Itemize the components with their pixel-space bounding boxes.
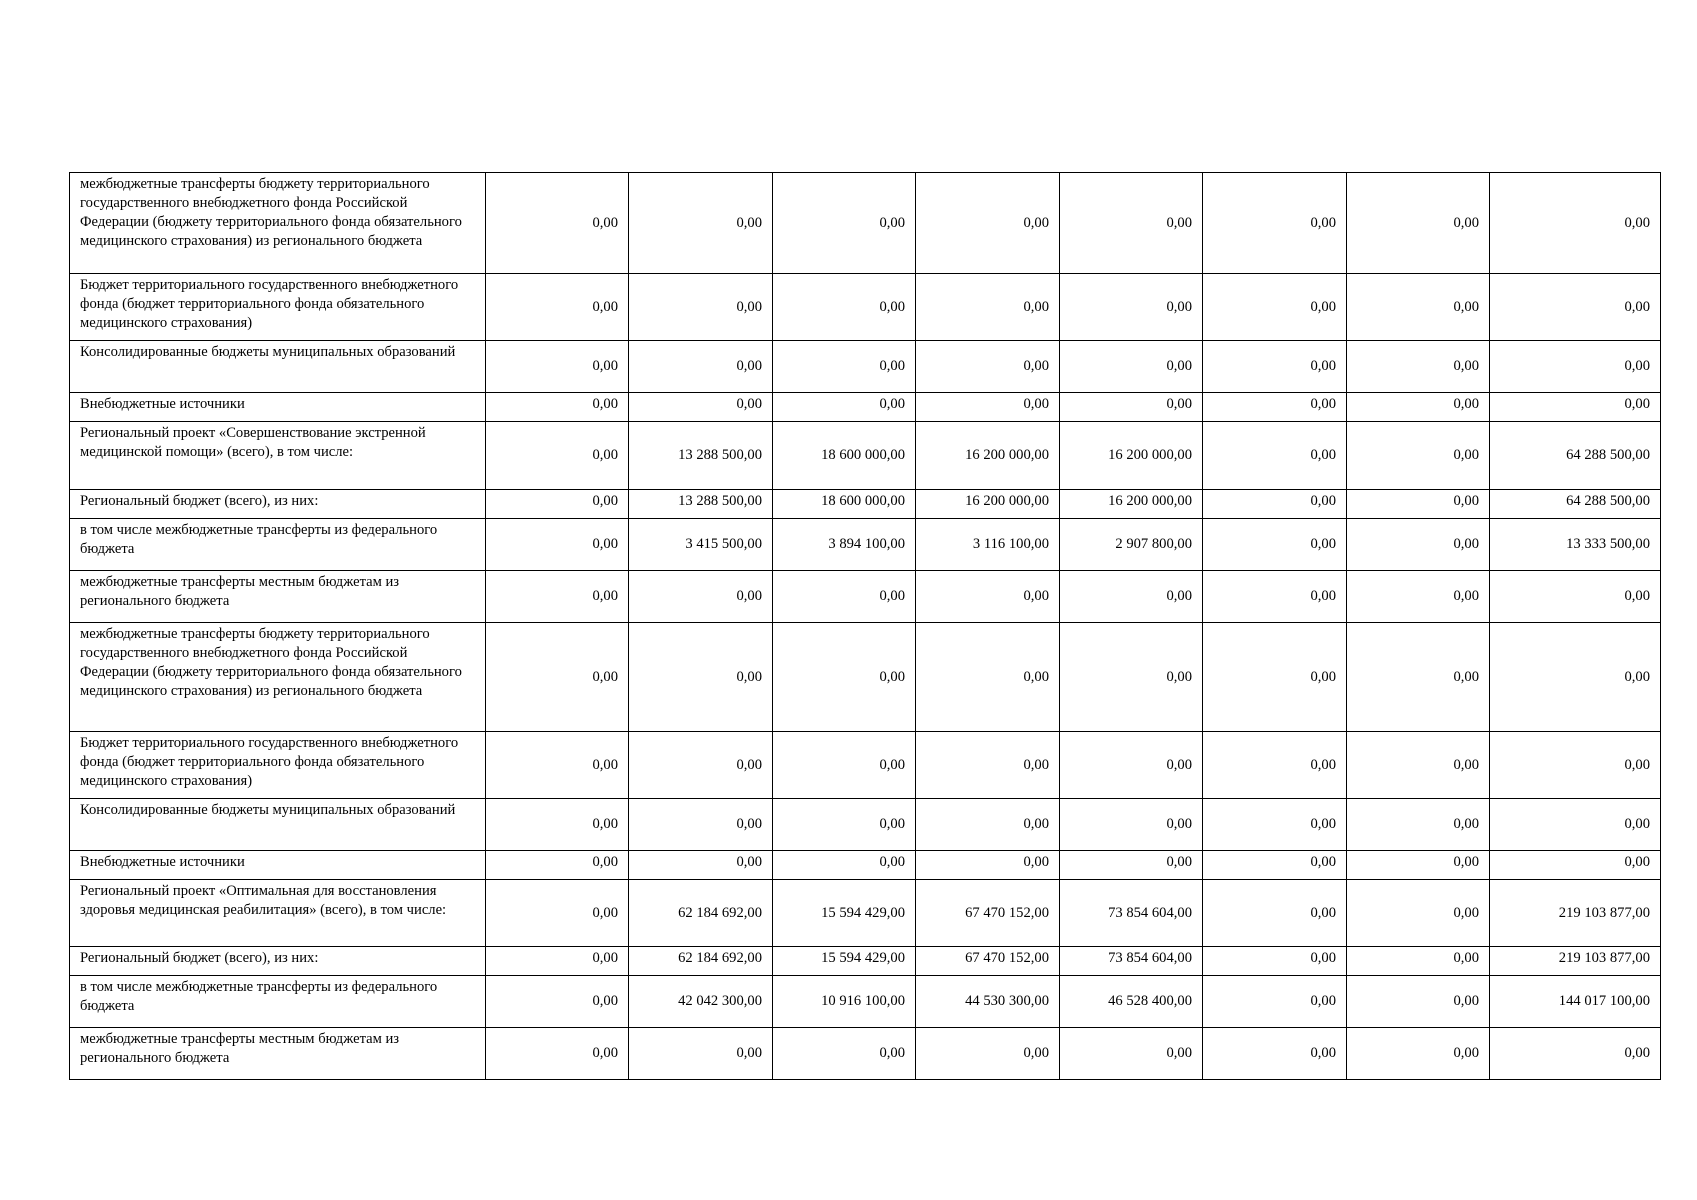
value-cell: 0,00 (486, 1028, 629, 1080)
value-cell: 0,00 (1347, 947, 1490, 976)
value-cell: 0,00 (1490, 341, 1661, 393)
row-label: Региональный проект «Совершенствование экстренной медицинской помощи» (всего), в том числе: (70, 422, 486, 490)
value-cell: 16 200 000,00 (1060, 422, 1203, 490)
row-label: Консолидированные бюджеты муниципальных образований (70, 341, 486, 393)
value-cell: 0,00 (1347, 732, 1490, 799)
value-cell: 15 594 429,00 (773, 880, 916, 947)
table-row (70, 623, 1661, 732)
row-label: Консолидированные бюджеты муниципальных образований (70, 799, 486, 851)
value-cell: 0,00 (773, 851, 916, 880)
value-cell: 2 907 800,00 (1060, 519, 1203, 571)
value-cell: 0,00 (486, 851, 629, 880)
value-cell: 219 103 877,00 (1490, 947, 1661, 976)
value-cell: 0,00 (773, 393, 916, 422)
value-cell: 0,00 (1203, 799, 1347, 851)
value-cell: 0,00 (1203, 880, 1347, 947)
value-cell: 0,00 (1060, 274, 1203, 341)
value-cell: 0,00 (1203, 274, 1347, 341)
value-cell: 0,00 (916, 341, 1060, 393)
value-cell: 0,00 (1347, 274, 1490, 341)
value-cell: 0,00 (1060, 732, 1203, 799)
value-cell: 0,00 (916, 393, 1060, 422)
value-cell: 0,00 (486, 799, 629, 851)
value-cell: 10 916 100,00 (773, 976, 916, 1028)
row-label: Бюджет территориального государственного внебюджетного фонда (бюджет территориального фонда обязательного медицинского страхования) (70, 732, 486, 799)
value-cell: 0,00 (1203, 519, 1347, 571)
value-cell: 16 200 000,00 (1060, 490, 1203, 519)
value-cell: 64 288 500,00 (1490, 490, 1661, 519)
row-label: Региональный бюджет (всего), из них: (70, 947, 486, 976)
value-cell: 0,00 (1347, 490, 1490, 519)
row-label: межбюджетные трансферты местным бюджетам из регионального бюджета (70, 571, 486, 623)
value-cell: 0,00 (1347, 571, 1490, 623)
table-row (70, 732, 1661, 799)
table-row (70, 519, 1661, 571)
value-cell: 0,00 (629, 623, 773, 732)
value-cell: 0,00 (1060, 799, 1203, 851)
value-cell: 0,00 (629, 341, 773, 393)
value-cell: 0,00 (486, 880, 629, 947)
row-label: межбюджетные трансферты бюджету территориального государственного внебюджетного фонда Российской Федерации (бюджету территориального фонда обязательного медицинского страхования) из регионального бюджета (70, 623, 486, 732)
value-cell: 0,00 (629, 732, 773, 799)
table-row (70, 880, 1661, 947)
value-cell: 73 854 604,00 (1060, 880, 1203, 947)
value-cell: 62 184 692,00 (629, 880, 773, 947)
table-row (70, 851, 1661, 880)
value-cell: 13 288 500,00 (629, 422, 773, 490)
value-cell: 144 017 100,00 (1490, 976, 1661, 1028)
value-cell: 13 333 500,00 (1490, 519, 1661, 571)
value-cell: 0,00 (1203, 490, 1347, 519)
value-cell: 0,00 (916, 571, 1060, 623)
value-cell: 0,00 (1203, 947, 1347, 976)
value-cell: 219 103 877,00 (1490, 880, 1661, 947)
value-cell: 0,00 (629, 851, 773, 880)
value-cell: 44 530 300,00 (916, 976, 1060, 1028)
value-cell: 0,00 (916, 173, 1060, 274)
value-cell: 18 600 000,00 (773, 422, 916, 490)
value-cell: 0,00 (1490, 851, 1661, 880)
value-cell: 0,00 (1060, 341, 1203, 393)
value-cell: 0,00 (1490, 799, 1661, 851)
table-row (70, 490, 1661, 519)
value-cell: 0,00 (1203, 341, 1347, 393)
value-cell: 0,00 (486, 519, 629, 571)
table-row (70, 976, 1661, 1028)
table-row (70, 341, 1661, 393)
value-cell: 0,00 (916, 799, 1060, 851)
table-row (70, 274, 1661, 341)
table-body (70, 173, 1661, 1080)
table-row (70, 173, 1661, 274)
value-cell: 0,00 (486, 947, 629, 976)
value-cell: 18 600 000,00 (773, 490, 916, 519)
value-cell: 16 200 000,00 (916, 422, 1060, 490)
table-row (70, 422, 1661, 490)
value-cell: 16 200 000,00 (916, 490, 1060, 519)
value-cell: 0,00 (916, 274, 1060, 341)
row-label: Региональный проект «Оптимальная для восстановления здоровья медицинская реабилитация» (всего), в том числе: (70, 880, 486, 947)
value-cell: 0,00 (486, 393, 629, 422)
value-cell: 0,00 (1347, 1028, 1490, 1080)
value-cell: 0,00 (486, 422, 629, 490)
value-cell: 0,00 (1347, 851, 1490, 880)
value-cell: 0,00 (1060, 571, 1203, 623)
value-cell: 0,00 (1347, 976, 1490, 1028)
value-cell: 0,00 (629, 571, 773, 623)
value-cell: 0,00 (1490, 571, 1661, 623)
value-cell: 0,00 (773, 173, 916, 274)
value-cell: 0,00 (1347, 173, 1490, 274)
value-cell: 0,00 (486, 571, 629, 623)
value-cell: 0,00 (629, 173, 773, 274)
value-cell: 0,00 (916, 623, 1060, 732)
value-cell: 3 116 100,00 (916, 519, 1060, 571)
value-cell: 15 594 429,00 (773, 947, 916, 976)
value-cell: 0,00 (1060, 851, 1203, 880)
value-cell: 0,00 (1490, 1028, 1661, 1080)
value-cell: 0,00 (1060, 393, 1203, 422)
table-row (70, 571, 1661, 623)
table-row (70, 1028, 1661, 1080)
value-cell: 67 470 152,00 (916, 947, 1060, 976)
value-cell: 0,00 (1203, 571, 1347, 623)
value-cell: 46 528 400,00 (1060, 976, 1203, 1028)
value-cell: 42 042 300,00 (629, 976, 773, 1028)
value-cell: 0,00 (1203, 422, 1347, 490)
value-cell: 0,00 (773, 341, 916, 393)
value-cell: 0,00 (1347, 422, 1490, 490)
value-cell: 0,00 (1203, 1028, 1347, 1080)
value-cell: 3 894 100,00 (773, 519, 916, 571)
value-cell: 0,00 (1347, 341, 1490, 393)
value-cell: 0,00 (486, 173, 629, 274)
value-cell: 0,00 (773, 571, 916, 623)
value-cell: 0,00 (1060, 173, 1203, 274)
value-cell: 0,00 (1490, 732, 1661, 799)
value-cell: 0,00 (1060, 1028, 1203, 1080)
value-cell: 0,00 (1347, 880, 1490, 947)
value-cell: 0,00 (1347, 519, 1490, 571)
value-cell: 3 415 500,00 (629, 519, 773, 571)
value-cell: 0,00 (486, 341, 629, 393)
value-cell: 0,00 (1347, 393, 1490, 422)
value-cell: 0,00 (1490, 173, 1661, 274)
row-label: в том числе межбюджетные трансферты из федерального бюджета (70, 976, 486, 1028)
row-label: межбюджетные трансферты бюджету территориального государственного внебюджетного фонда Российской Федерации (бюджету территориального фонда обязательного медицинского страхования) из регионального бюджета (70, 173, 486, 274)
row-label: межбюджетные трансферты местным бюджетам из регионального бюджета (70, 1028, 486, 1080)
row-label: Бюджет территориального государственного внебюджетного фонда (бюджет территориального фонда обязательного медицинского страхования) (70, 274, 486, 341)
value-cell: 0,00 (1490, 274, 1661, 341)
value-cell: 0,00 (773, 1028, 916, 1080)
value-cell: 0,00 (773, 274, 916, 341)
value-cell: 0,00 (916, 1028, 1060, 1080)
value-cell: 0,00 (1347, 623, 1490, 732)
row-label: Внебюджетные источники (70, 851, 486, 880)
value-cell: 0,00 (1203, 976, 1347, 1028)
value-cell: 0,00 (486, 274, 629, 341)
table-row (70, 393, 1661, 422)
value-cell: 0,00 (1203, 623, 1347, 732)
value-cell: 0,00 (486, 623, 629, 732)
value-cell: 0,00 (629, 1028, 773, 1080)
value-cell: 0,00 (773, 799, 916, 851)
value-cell: 0,00 (629, 799, 773, 851)
table-row (70, 799, 1661, 851)
value-cell: 62 184 692,00 (629, 947, 773, 976)
value-cell: 0,00 (916, 732, 1060, 799)
value-cell: 0,00 (1203, 732, 1347, 799)
row-label: в том числе межбюджетные трансферты из федерального бюджета (70, 519, 486, 571)
row-label: Внебюджетные источники (70, 393, 486, 422)
value-cell: 67 470 152,00 (916, 880, 1060, 947)
value-cell: 0,00 (773, 732, 916, 799)
budget-table (69, 172, 1661, 1080)
value-cell: 0,00 (1203, 173, 1347, 274)
value-cell: 73 854 604,00 (1060, 947, 1203, 976)
value-cell: 0,00 (916, 851, 1060, 880)
table-row (70, 947, 1661, 976)
value-cell: 0,00 (1060, 623, 1203, 732)
value-cell: 0,00 (1490, 623, 1661, 732)
value-cell: 0,00 (486, 976, 629, 1028)
value-cell: 0,00 (1203, 393, 1347, 422)
value-cell: 0,00 (1490, 393, 1661, 422)
value-cell: 0,00 (773, 623, 916, 732)
value-cell: 0,00 (1347, 799, 1490, 851)
value-cell: 0,00 (1203, 851, 1347, 880)
value-cell: 0,00 (486, 490, 629, 519)
value-cell: 0,00 (629, 274, 773, 341)
value-cell: 0,00 (486, 732, 629, 799)
value-cell: 0,00 (629, 393, 773, 422)
row-label: Региональный бюджет (всего), из них: (70, 490, 486, 519)
value-cell: 13 288 500,00 (629, 490, 773, 519)
value-cell: 64 288 500,00 (1490, 422, 1661, 490)
